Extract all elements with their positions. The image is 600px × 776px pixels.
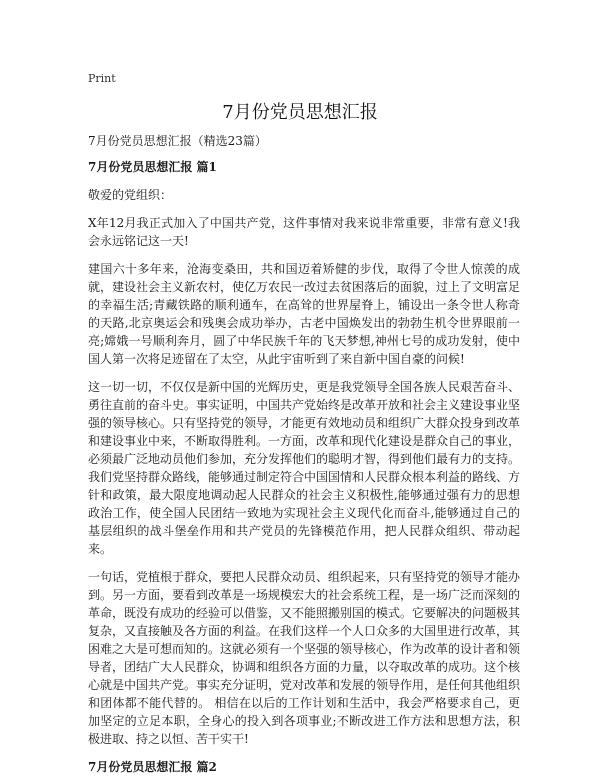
section-heading: 7月份党员思想汇报 篇1 <box>88 160 217 174</box>
document-body <box>88 132 520 776</box>
document-title: 7月份党员思想汇报 <box>222 102 378 123</box>
paragraph: X年12月我正式加入了中国共产党，这件事情对我来说非常重要，非常有意义!我会永远铭记这一天! <box>88 216 520 248</box>
paragraph: 这一切一切，不仅仅是新中国的光辉历史，更是我党领导全国各族人民艰苦奋斗、勇往直前的奋斗史。事实证明，中国共产党始终是改革开放和社会主义建设事业坚强的领导核心。只有坚持党的领导，才能更有效地动员和组织广大群众投身到改革和建设事业中来，不断取得胜利。一方面，改革和现代化建设是群众自己的事业，必须最广泛地动员他们参加，充分发挥他们的聪明才智，得到他们最有力的支持。我们党坚持群众路线，能够通过制定符合中国国情和人民群众根本利益的路线、方针和政策，最大限度地调动起人民群众的社会主义积极性,能够通过强有力的思想政治工作，使全国人民团结一致地为实现社会主义现代化而奋斗,能够通过自己的基层组织的战斗堡垒作用和共产党员的先锋模范作用，把人民群众组织、带动起来。 <box>88 380 521 556</box>
section-heading: 7月份党员思想汇报 篇2 <box>88 760 217 774</box>
print-label[interactable]: Print <box>88 72 116 85</box>
document-subtitle: 7月份党员思想汇报（精选23篇） <box>88 134 267 148</box>
paragraph: 建国六十多年来，沧海变桑田，共和国迈着矫健的步伐，取得了令世人惊羡的成就，建设社会主义新农村，使亿万农民一改过去贫困落后的面貌，过上了文明富足的幸福生活;青藏铁路的顺利通车，在高耸的世界屋脊上，铺设出一条令世人称奇的天路,北京奥运会和残奥会成功举办，古老中国焕发出的勃勃生机令世界眼前一亮;嫦娥一号顺利奔月，圆了中华民族千年的飞天梦想,神州七号的成功发射，使中国人第一次将足迹留在了太空，从此宇宙听到了来自新中国自豪的问候! <box>88 262 521 366</box>
paragraph: 一句话，党植根于群众，要把人民群众动员、组织起来，只有坚持党的领导才能办到。另一方面，要看到改革是一场规模宏大的社会系统工程，是一场广泛而深刻的革命，既没有成功的经验可以借鉴，又不能照搬别国的模式。它要解决的问题极其复杂，又直接触及各方面的利益。在我们这样一个人口众多的大国里进行改革，其困难之大是可想而知的。这就必须有一个坚强的领导核心，作为改革的设计者和领导者，团结广大人民群众，协调和组织各方面的力量，以夺取改革的成功。这个核心就是中国共产党。事实充分证明，党对改革和发展的领导作用，是任何其他组织和团体都不能代替的。 相信在以后的工作计划和生活中，我会严格要求自己，更加坚定的立足本职，全身心的投入到各项事业;不断改进工作方法和思想方法，积极进取、持之以恒、苦干实干! <box>88 570 521 746</box>
salutation: 敬爱的党组织： <box>88 188 173 202</box>
